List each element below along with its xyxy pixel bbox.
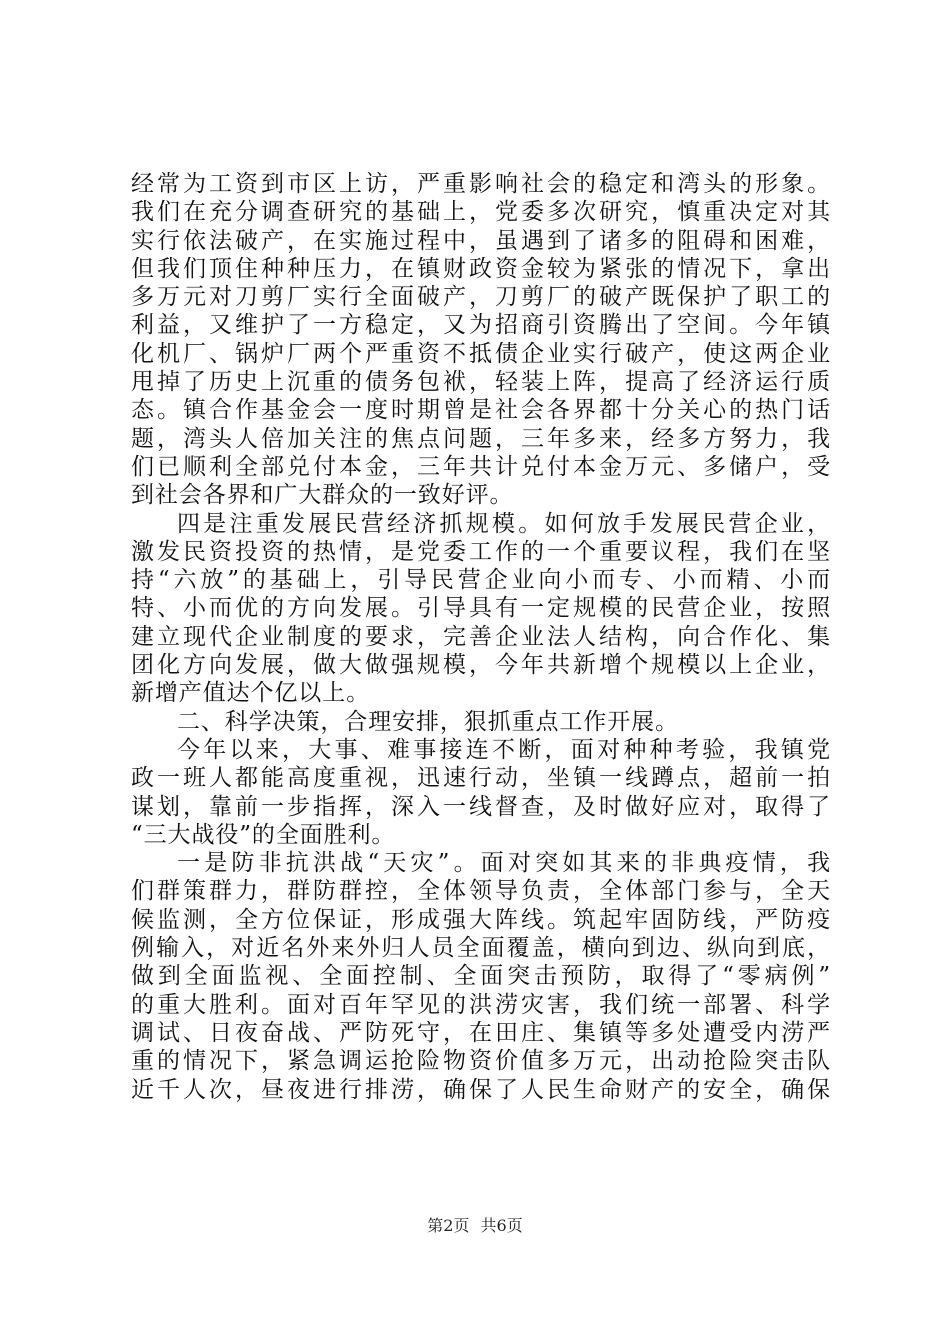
page-total: 共6页 xyxy=(480,1216,523,1235)
paragraph xyxy=(131,849,831,1104)
text-line: 谋划，靠前一步指挥，深入一线督查，及时做好应对，取得了 xyxy=(131,793,831,820)
text-line: 题，湾头人倍加关注的焦点问题，三年多来，经多方努力，我 xyxy=(131,425,831,452)
text-line: 我们在充分调查研究的基础上，党委多次研究，慎重决定对其 xyxy=(131,199,831,226)
text-line: 二、科学决策，合理安排，狠抓重点工作开展。 xyxy=(177,708,679,735)
text-line: 持“六放”的基础上，引导民营企业向小而专、小而精、小而 xyxy=(131,567,831,594)
paragraph xyxy=(131,170,831,510)
text-line: 甩掉了历史上沉重的债务包袱，轻装上阵，提高了经济运行质 xyxy=(131,369,831,396)
text-line: 化机厂、锅炉厂两个严重资不抵债企业实行破产，使这两企业 xyxy=(131,340,831,367)
text-line: 多万元对刀剪厂实行全面破产，刀剪厂的破产既保护了职工的 xyxy=(131,284,831,311)
text-line: 团化方向发展，做大做强规模，今年共新增个规模以上企业， xyxy=(131,652,831,679)
text-line: 特、小而优的方向发展。引导具有一定规模的民营企业，按照 xyxy=(131,595,831,622)
paragraph xyxy=(131,510,831,708)
text-line: 近千人次，昼夜进行排涝，确保了人民生命财产的安全，确保 xyxy=(131,1076,831,1103)
text-line: 四是注重发展民营经济抓规模。如何放手发展民营企业， xyxy=(177,510,831,537)
text-line: 但我们顶住种种压力，在镇财政资金较为紧张的情况下，拿出 xyxy=(131,255,831,282)
text-line: 今年以来，大事、难事接连不断，面对种种考验，我镇党 xyxy=(177,736,831,763)
text-line: 候监测，全方位保证，形成强大阵线。筑起牢固防线，严防疫 xyxy=(131,906,831,933)
document-body xyxy=(131,170,831,1104)
text-line: 实行依法破产，在实施过程中，虽遇到了诸多的阻碍和困难， xyxy=(131,227,831,254)
text-line: 态。镇合作基金会一度时期曾是社会各界都十分关心的热门话 xyxy=(131,397,831,424)
text-line: 经常为工资到市区上访，严重影响社会的稳定和湾头的形象。 xyxy=(131,171,831,197)
text-line: 一是防非抗洪战“天灾”。面对突如其来的非典疫情，我 xyxy=(177,850,831,877)
page-number: 第2页 xyxy=(427,1216,470,1235)
text-line: 的重大胜利。面对百年罕见的洪涝灾害，我们统一部署、科学 xyxy=(131,991,831,1018)
text-line: 建立现代企业制度的要求，完善企业法人结构，向合作化、集 xyxy=(131,623,831,650)
paragraph xyxy=(131,736,831,849)
paragraph xyxy=(131,708,831,736)
text-line: 激发民资投资的热情，是党委工作的一个重要议程，我们在坚 xyxy=(131,538,831,565)
page-footer xyxy=(0,1216,950,1236)
text-line: 政一班人都能高度重视，迅速行动，坐镇一线蹲点，超前一拍 xyxy=(131,765,831,792)
text-line: 们群策群力，群防群控，全体领导负责，全体部门参与，全天 xyxy=(131,878,831,905)
text-line: 利益，又维护了一方稳定，又为招商引资腾出了空间。今年镇 xyxy=(131,312,831,339)
text-line: 到社会各界和广大群众的一致好评。 xyxy=(131,482,514,509)
text-line: 例输入，对近名外来外归人员全面覆盖，横向到边、纵向到底， xyxy=(131,935,831,962)
text-line: 们已顺利全部兑付本金，三年共计兑付本金万元、多储户，受 xyxy=(131,453,831,480)
text-line: “三大战役”的全面胜利。 xyxy=(131,821,396,848)
text-line: 做到全面监视、全面控制、全面突击预防，取得了“零病例” xyxy=(131,963,831,990)
text-line: 调试、日夜奋战、严防死守，在田庄、集镇等多处遭受内涝严 xyxy=(131,1019,831,1046)
text-line: 重的情况下，紧急调运抢险物资价值多万元，出动抢险突击队 xyxy=(131,1048,831,1075)
text-line: 新增产值达个亿以上。 xyxy=(131,680,370,707)
